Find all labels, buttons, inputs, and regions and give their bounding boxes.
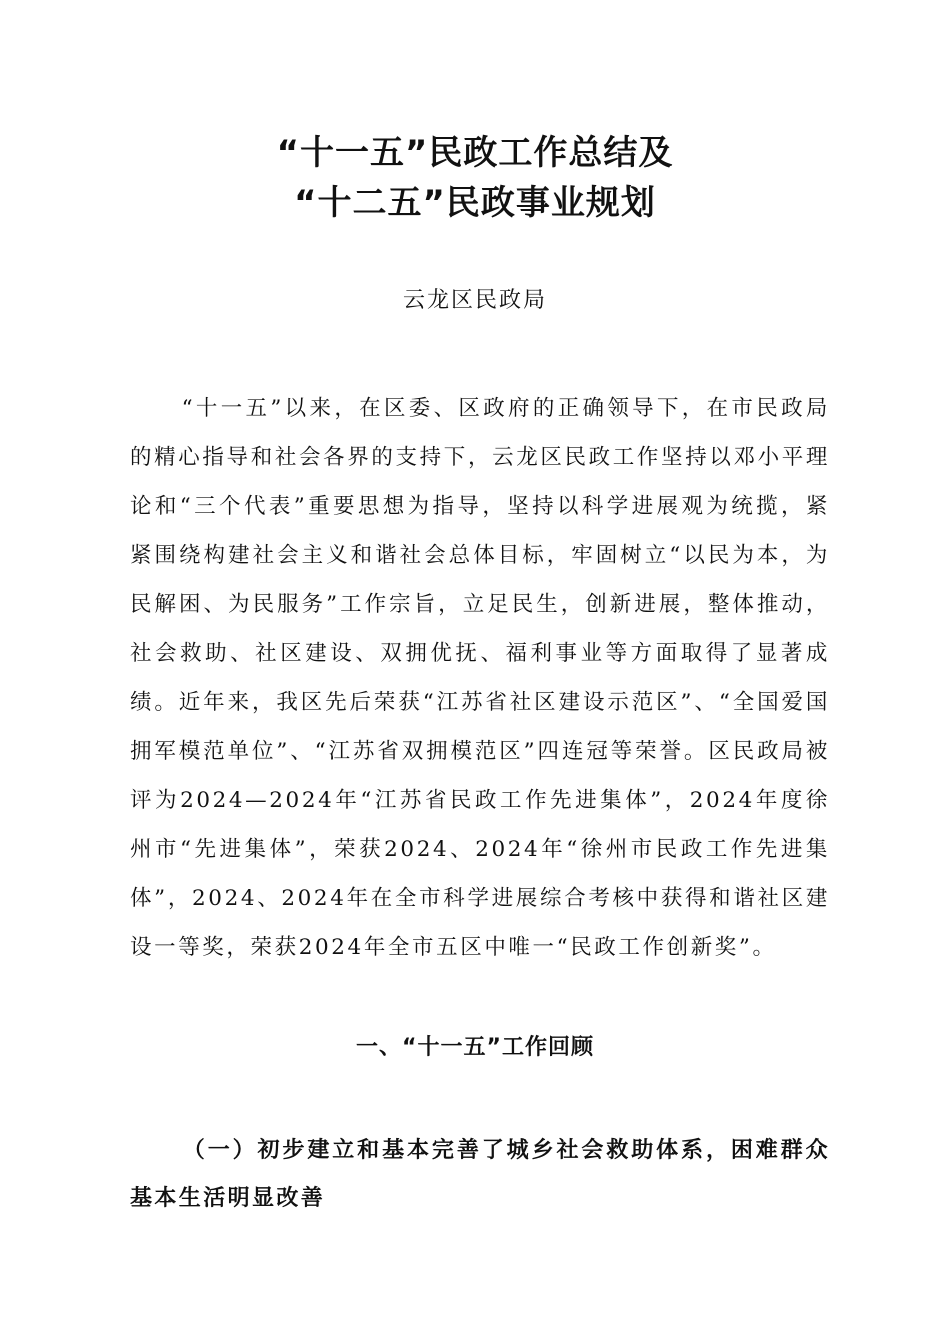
author-name: 云龙区民政局 [402, 288, 547, 313]
title-line-2: “十二五”民政事业规划 [294, 183, 656, 223]
subsection-heading: （一）初步建立和基本完善了城乡社会救助体系，困难群众基本生活明显改善 [130, 1137, 830, 1211]
title-line-1: “十一五”民政工作总结及 [276, 133, 674, 173]
section-heading: 一、“十一五”工作回顾 [356, 1035, 594, 1060]
intro-paragraph: “十一五”以来，在区委、区政府的正确领导下，在市民政局的精心指导和社会各界的支持下，云龙区民政工作坚持以邓小平理论和“三个代表”重要思想为指导，坚持以科学进展观为统揽，紧紧围绕构建社会主义和谐社会总体目标，牢固树立“以民为本，为民解困、为民服务”工作宗旨，立足民生，创新进展，整体推动，社会救助、社区建设、双拥优抚、福利事业等方面取得了显著成绩。近年来，我区先后荣获“江苏省社区建设示范区”、“全国爱国拥军模范单位”、“江苏省双拥模范区”四连冠等荣誉。区民政局被评为2024—2024年“江苏省民政工作先进集体”，2024年度徐州市“先进集体”，荣获2024、2024年“徐州市民政工作先进集体”，2024、2024年在全市科学进展综合考核中获得和谐社区建设一等奖，荣获2024年全市五区中唯一“民政工作创新奖”。 [130, 396, 830, 960]
document-title [0, 128, 950, 228]
